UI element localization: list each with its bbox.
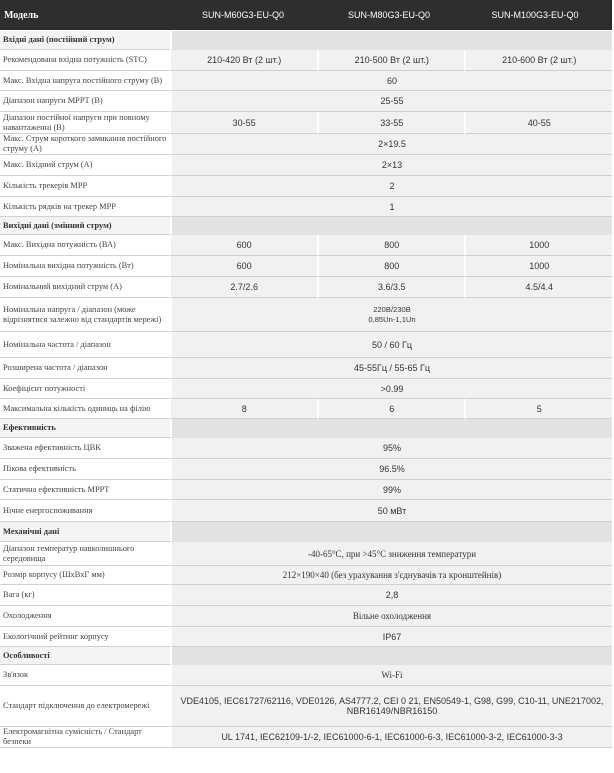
section-title: Особливості <box>0 647 170 665</box>
table-row <box>0 686 612 727</box>
section-title: Ефективність <box>0 419 170 438</box>
row-label: Макс. Вхідний струм (А) <box>0 155 170 176</box>
row-value: 2,8 <box>170 585 612 606</box>
header-model-2: SUN-M80G3-EU-Q0 <box>347 10 430 20</box>
table-row <box>0 399 612 419</box>
table-row <box>0 585 612 606</box>
row-label: Номінальна частота / діапазон <box>0 332 170 358</box>
row-label: Кількість рядків на трекер MPP <box>0 197 170 217</box>
row-label: Максимальна кількість одиниць на філію <box>0 399 169 419</box>
row-value: -40-65°C, при >45°C зниження температури <box>170 542 612 566</box>
row-value: 96.5% <box>170 459 612 480</box>
table-header <box>0 0 612 31</box>
section-header <box>0 647 612 665</box>
row-value: 2×19.5 <box>170 134 612 155</box>
section-fill <box>170 522 612 542</box>
row-label: Макс. Вхідна напруга постійного струму (В) <box>0 71 170 91</box>
row-value: 25-55 <box>170 91 612 112</box>
table-row <box>0 332 612 358</box>
row-label: Макс. Струм короткого замикання постійного струму (A) <box>0 134 170 155</box>
row-value: 220В/230В 0,85Un-1,1Un <box>170 298 612 332</box>
table-row <box>0 298 612 332</box>
row-value-model-2: 800 <box>317 256 465 277</box>
table-row <box>0 71 612 91</box>
row-label: Екологічний рейтинг корпусу <box>0 627 170 647</box>
row-value: 99% <box>170 480 612 500</box>
row-value: >0.99 <box>170 379 612 399</box>
row-label: Розширена частота / діапазон <box>0 358 170 379</box>
row-label: Номінальний вихідний струм (A) <box>0 277 169 298</box>
header-model-3: SUN-M100G3-EU-Q0 <box>491 10 579 20</box>
row-label: Пікова ефективність <box>0 459 170 480</box>
row-label: Номінальна вихідна потужність (Вт) <box>0 256 169 277</box>
row-label: Електромагнітна сумісність / Стандарт безпеки <box>0 727 170 748</box>
row-value: 45-55Гц / 55-65 Гц <box>170 358 612 379</box>
row-value-model-2: 33-55 <box>317 112 465 134</box>
row-label: Статична ефективність MPPT <box>0 480 170 500</box>
row-label: Розмір корпусу (ШхВхГ мм) <box>0 566 170 585</box>
row-label: Охолодження <box>0 606 170 627</box>
row-value: UL 1741, IEC62109-1/-2, IEC61000-6-1, IEC61000-6-3, IEC61000-3-2, IEC61000-3-3 <box>170 727 612 748</box>
table-row <box>0 727 612 748</box>
table-row <box>0 155 612 176</box>
row-label: Нічне енергоспоживання <box>0 500 170 522</box>
section-fill <box>170 217 612 235</box>
table-row <box>0 358 612 379</box>
row-label: Діапазон напруги MPPT (В) <box>0 91 170 112</box>
header-model-1: SUN-M60G3-EU-Q0 <box>201 10 284 20</box>
row-value: 2×13 <box>170 155 612 176</box>
table-row <box>0 542 612 566</box>
row-value-model-3: 5 <box>464 399 612 419</box>
table-row <box>0 197 612 217</box>
header-model-label: Модель <box>4 9 39 21</box>
row-value: VDE4105, IEC61727/62116, VDE0126, AS4777.2, CEI 0 21, EN50549-1, G98, G99, C10-11, UNE217002, NBR16149/NBR16150 <box>170 686 612 727</box>
row-value-model-3: 1000 <box>464 256 612 277</box>
section-header <box>0 31 612 50</box>
row-label: Кількість трекерів MPP <box>0 176 170 197</box>
row-value-model-2: 210-500 Вт (2 шт.) <box>317 50 465 71</box>
row-value: IP67 <box>170 627 612 647</box>
row-value-model-3: 210-600 Вт (2 шт.) <box>464 50 612 71</box>
row-value-model-2: 3.6/3.5 <box>317 277 465 298</box>
table-row <box>0 256 612 277</box>
row-value: 95% <box>170 438 612 459</box>
table-row <box>0 438 612 459</box>
table-row <box>0 176 612 197</box>
row-value: 212×190×40 (без урахування з'єднувачів та кронштейнів) <box>170 566 612 585</box>
section-header <box>0 522 612 542</box>
row-label: Зважена ефективність ЦВК <box>0 438 170 459</box>
section-header <box>0 217 612 235</box>
section-fill <box>170 419 612 438</box>
row-label: Стандарт підключення до електромережі <box>0 686 170 727</box>
row-value: 50 мВт <box>170 500 612 522</box>
section-fill <box>170 31 612 50</box>
row-label: Рекомендована вхідна потужність (STC) <box>0 50 169 71</box>
row-value-model-1: 8 <box>169 399 317 419</box>
table-row <box>0 606 612 627</box>
table-row <box>0 627 612 647</box>
table-body <box>0 31 612 748</box>
row-value: 50 / 60 Гц <box>170 332 612 358</box>
section-title: Механічні дані <box>0 522 170 542</box>
row-value-model-3: 1000 <box>464 235 612 256</box>
row-label: Макс. Вихідна потужність (ВА) <box>0 235 169 256</box>
row-label: Діапазон температур навколишнього середовища <box>0 542 170 566</box>
row-value-model-1: 600 <box>169 256 317 277</box>
row-value: 60 <box>170 71 612 91</box>
table-row <box>0 459 612 480</box>
row-value-model-1: 600 <box>169 235 317 256</box>
row-value-model-1: 2.7/2.6 <box>169 277 317 298</box>
table-row <box>0 665 612 686</box>
row-label: Діапазон постійної напруги при повному навантаженні (В) <box>0 112 169 134</box>
section-title: Вхідні дані (постійний струм) <box>0 31 170 50</box>
row-value-model-1: 210-420 Вт (2 шт.) <box>169 50 317 71</box>
table-row <box>0 112 612 134</box>
table-row <box>0 379 612 399</box>
row-value-model-3: 40-55 <box>464 112 612 134</box>
table-row <box>0 91 612 112</box>
table-row <box>0 277 612 298</box>
section-title: Вихідні дані (змінний струм) <box>0 217 170 235</box>
row-value-model-2: 800 <box>317 235 465 256</box>
row-value-model-2: 6 <box>317 399 465 419</box>
table-row <box>0 235 612 256</box>
row-value: 2 <box>170 176 612 197</box>
table-row <box>0 134 612 155</box>
row-value-model-3: 4.5/4.4 <box>464 277 612 298</box>
row-value: 1 <box>170 197 612 217</box>
row-label: Зв'язок <box>0 665 170 686</box>
row-value: Wi-Fi <box>170 665 612 686</box>
section-fill <box>170 647 612 665</box>
table-row <box>0 500 612 522</box>
row-label: Коефіцієнт потужності <box>0 379 170 399</box>
table-row <box>0 50 612 71</box>
table-row <box>0 566 612 585</box>
section-header <box>0 419 612 438</box>
row-value: Вільне охолодження <box>170 606 612 627</box>
row-label: Номінальна напруга / діапазон (може відрізнятися залежно від стандартів мережі) <box>0 298 170 332</box>
table-row <box>0 480 612 500</box>
row-label: Вага (кг) <box>0 585 170 606</box>
row-value-model-1: 30-55 <box>169 112 317 134</box>
